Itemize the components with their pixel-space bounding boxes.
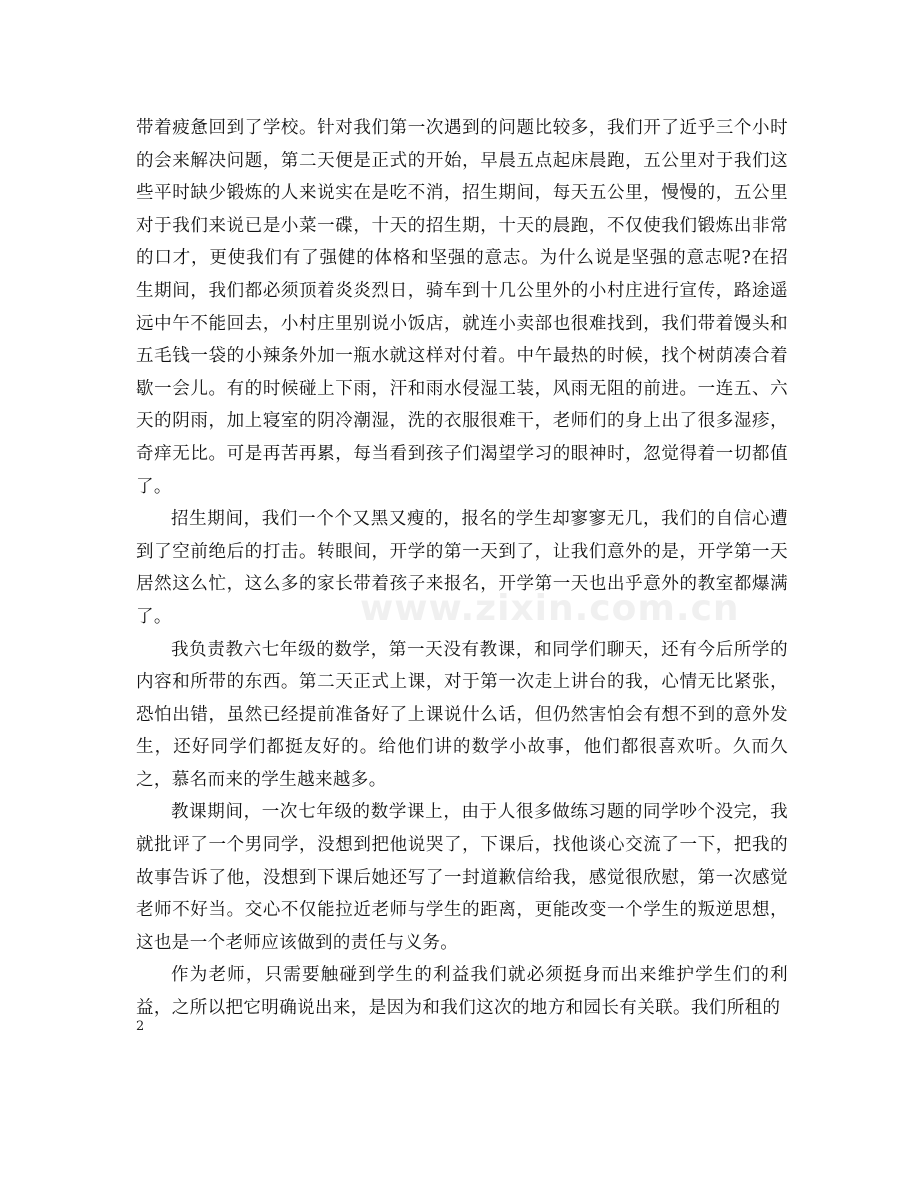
paragraph-5: 作为老师，只需要触碰到学生的利益我们就必须挺身而出来维护学生们的利益，之所以把它明确说出来，是因为和我们这次的地方和园长有关联。我们所租的 <box>136 965 788 1019</box>
paragraph-3: 我负责教六七年级的数学，第一天没有教课，和同学们聊天，还有今后所学的内容和所带的东西。第二天正式上课，对于第一次走上讲台的我，心情无比紧张，恐怕出错，虽然已经提前准备好了上课说什么话，但仍然害怕会有想不到的意外发生，还好同学们都挺友好的。给他们讲的数学小故事，他们都很喜欢听。久而久之，慕名而来的学生越来越多。 <box>136 639 788 790</box>
document-body <box>136 112 788 1025</box>
paragraph-1: 带着疲惫回到了学校。针对我们第一次遇到的问题比较多，我们开了近乎三个小时的会来解决问题，第二天便是正式的开始，早晨五点起床晨跑，五公里对于我们这些平时缺少锻炼的人来说实在是吃不消，招生期间，每天五公里，慢慢的，五公里对于我们来说已是小菜一碟，十天的招生期，十天的晨跑，不仅使我们锻炼出非常的口才，更使我们有了强健的体格和坚强的意志。为什么说是坚强的意志呢?在招生期间，我们都必须顶着炎炎烈日，骑车到十几公里外的小村庄进行宣传，路途遥远中午不能回去，小村庄里别说小饭店，就连小卖部也很难找到，我们带着馒头和五毛钱一袋的小辣条外加一瓶水就这样对付着。中午最热的时候，找个树荫凑合着歇一会儿。有的时候碰上下雨，汗和雨水侵湿工装，风雨无阻的前进。一连五、六天的阴雨，加上寝室的阴冷潮湿，洗的衣服很难干，老师们的身上出了很多湿疹，奇痒无比。可是再苦再累，每当看到孩子们渴望学习的眼神时，忽觉得着一切都值了。 <box>136 118 788 497</box>
page-number: 2 <box>136 1019 145 1034</box>
paragraph-2: 招生期间，我们一个个又黑又瘦的，报名的学生却寥寥无几，我们的自信心遭到了空前绝后的打击。转眼间，开学的第一天到了，让我们意外的是，开学第一天居然这么忙，这么多的家长带着孩子来报名，开学第一天也出乎意外的教室都爆满了。 <box>136 509 788 627</box>
paragraph-4: 教课期间，一次七年级的数学课上，由于人很多做练习题的同学吵个没完，我就批评了一个男同学，没想到把他说哭了，下课后，找他谈心交流了一下，把我的故事告诉了他，没想到下课后她还写了一封道歉信给我，感觉很欣慰，第一次感觉老师不好当。交心不仅能拉近老师与学生的距离，更能改变一个学生的叛逆思想，这也是一个老师应该做到的责任与义务。 <box>136 802 788 953</box>
watermark-text: www.zixin.com.cn <box>360 588 740 629</box>
